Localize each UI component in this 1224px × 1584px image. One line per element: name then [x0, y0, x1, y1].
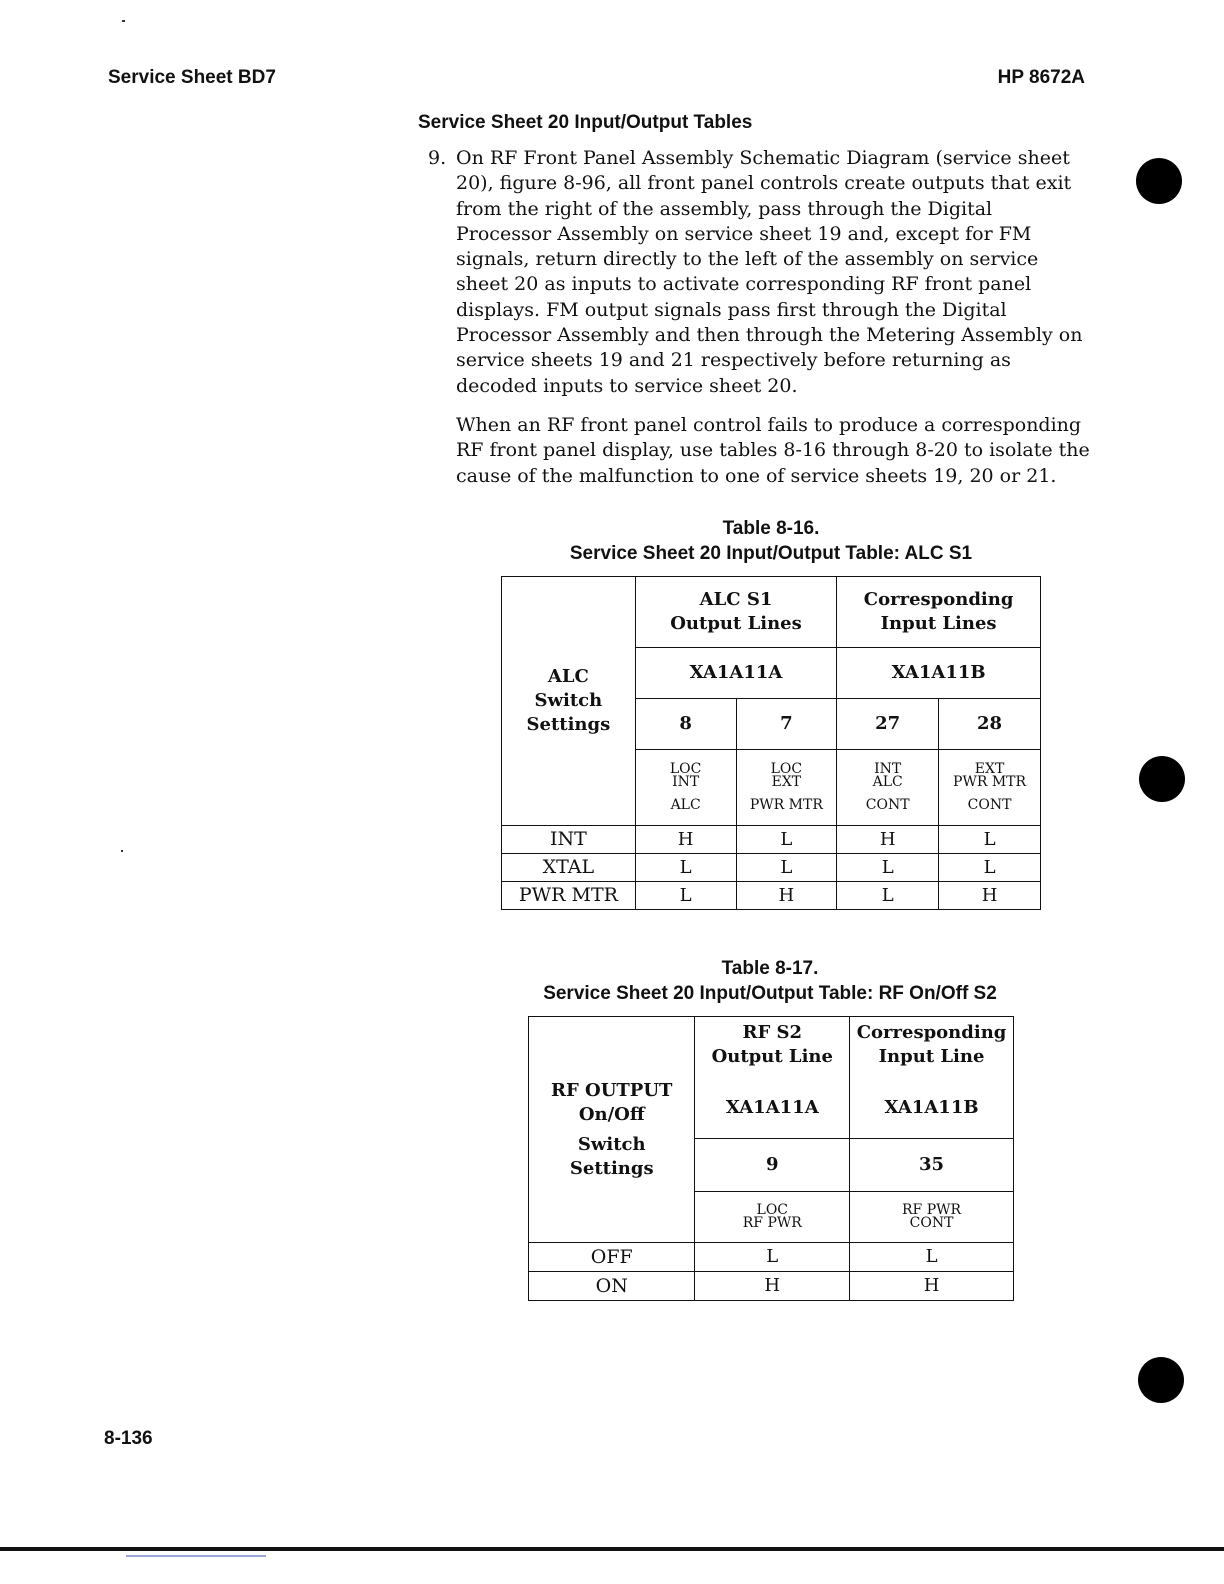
- table-row: [529, 1272, 1014, 1301]
- signal-line: EXT: [974, 761, 1005, 777]
- cell-value: L: [837, 854, 939, 882]
- step-text: On RF Front Panel Assembly Schematic Diagram (service sheet 20), figure 8-96, all front panel controls create outputs that exit from the right of the assembly, pass through the Digital Processor Assembly on service sheet 19 and, except for FM signals, return directly to the left of the assembly on service sheet 20 as inputs to activate corresponding RF front panel displays. FM output signals pass first through the Digital Processor Assembly and then through the Metering Assembly on service sheets 19 and 21 respectively before returning as decoded inputs to service sheet 20.: [456, 147, 1083, 397]
- pin-number: 28: [939, 699, 1041, 750]
- cell-value: H: [939, 882, 1041, 910]
- table-8-16-number: Table 8-16.: [722, 518, 820, 539]
- signal-line: ALC: [872, 774, 903, 790]
- signal-line: LOC: [756, 1202, 789, 1218]
- header-line: Switch: [534, 690, 603, 711]
- cell-value: H: [850, 1272, 1014, 1301]
- signal-line: RF PWR: [742, 1215, 802, 1231]
- output-lines-header: [635, 577, 836, 648]
- cell-value: L: [837, 882, 939, 910]
- cell-value: L: [939, 826, 1041, 854]
- signal-name: [635, 750, 736, 826]
- output-connector: XA1A11A: [635, 648, 836, 699]
- cell-value: H: [695, 1272, 850, 1301]
- table-8-16: [501, 576, 1041, 910]
- input-line-header: [850, 1017, 1014, 1139]
- running-header-left: Service Sheet BD7: [108, 67, 276, 88]
- row-label: XTAL: [502, 854, 636, 882]
- signal-line: LOC: [669, 761, 702, 777]
- table-8-16-caption: [501, 516, 1041, 566]
- header-line: Settings: [569, 1157, 654, 1179]
- step-9: [428, 146, 1093, 399]
- signal-line: PWR MTR: [953, 774, 1027, 790]
- page-number: 8-136: [104, 1428, 153, 1449]
- cell-value: H: [635, 826, 736, 854]
- input-lines-header: [837, 577, 1041, 648]
- input-connector: XA1A11B: [884, 1097, 979, 1118]
- bottom-rule: [0, 1547, 1224, 1551]
- signal-line: RF PWR: [902, 1202, 962, 1218]
- rf-output-switch-settings-header: [529, 1017, 695, 1243]
- alc-switch-settings-header: [502, 577, 636, 826]
- header-line: ALC S1: [699, 589, 773, 610]
- signal-name: [850, 1192, 1014, 1243]
- row-label: OFF: [529, 1243, 695, 1272]
- cell-value: H: [736, 882, 837, 910]
- running-header-right: HP 8672A: [997, 67, 1085, 88]
- scan-speck: [122, 20, 125, 22]
- punch-hole-icon: [1138, 1357, 1184, 1403]
- cell-value: L: [850, 1243, 1014, 1272]
- header-line: Switch: [577, 1133, 646, 1155]
- instruction-paragraph: When an RF front panel control fails to produce a corresponding RF front panel display, use tables 8-16 through 8-20 to isolate the cause of the malfunction to one of service sheets 19, 20 or 21.: [456, 414, 1090, 487]
- signal-name: [695, 1192, 850, 1243]
- row-label: ON: [529, 1272, 695, 1301]
- signal-name: [736, 750, 837, 826]
- cell-value: L: [939, 854, 1041, 882]
- header-line: Corresponding: [863, 589, 1014, 610]
- table-8-17: [528, 1016, 1014, 1301]
- pin-number: 27: [837, 699, 939, 750]
- input-connector: XA1A11B: [837, 648, 1041, 699]
- signal-line: PWR MTR: [749, 797, 823, 813]
- signal-line: EXT: [771, 774, 802, 790]
- signal-line: INT: [672, 774, 700, 790]
- scan-artifact-line: [126, 1555, 266, 1557]
- signal-line: CONT: [865, 797, 910, 813]
- cell-value: H: [837, 826, 939, 854]
- signal-line: CONT: [909, 1215, 954, 1231]
- table-8-16-title: Service Sheet 20 Input/Output Table: ALC S1: [569, 543, 973, 564]
- table-row: [502, 882, 1041, 910]
- table-8-17-title: Service Sheet 20 Input/Output Table: RF On/Off S2: [543, 983, 997, 1004]
- table-8-17-number: Table 8-17.: [721, 958, 819, 979]
- table-row: [502, 826, 1041, 854]
- signal-name: [837, 750, 939, 826]
- table-row: [502, 854, 1041, 882]
- cell-value: L: [736, 854, 837, 882]
- pin-number: 9: [695, 1139, 850, 1192]
- step-number: 9.: [428, 147, 447, 169]
- punch-hole-icon: [1136, 158, 1182, 204]
- header-line: Input Lines: [880, 613, 997, 634]
- header-line: Output Line: [711, 1046, 833, 1067]
- pin-number: 8: [635, 699, 736, 750]
- header-line: Settings: [526, 714, 611, 735]
- signal-name: [939, 750, 1041, 826]
- header-line: Output Lines: [670, 613, 802, 634]
- table-row: [529, 1243, 1014, 1272]
- output-connector: XA1A11A: [725, 1097, 819, 1118]
- signal-line: ALC: [670, 797, 701, 813]
- output-line-header: [695, 1017, 850, 1139]
- cell-value: L: [635, 854, 736, 882]
- header-line: Corresponding: [856, 1022, 1007, 1043]
- signal-line: LOC: [770, 761, 803, 777]
- header-line: On/Off: [578, 1103, 645, 1125]
- header-line: RF OUTPUT: [551, 1079, 673, 1101]
- punch-hole-icon: [1139, 756, 1185, 802]
- cell-value: L: [736, 826, 837, 854]
- cell-value: L: [695, 1243, 850, 1272]
- pin-number: 35: [850, 1139, 1014, 1192]
- pin-number: 7: [736, 699, 837, 750]
- header-line: Input Line: [878, 1046, 985, 1067]
- signal-line: INT: [874, 761, 902, 777]
- row-label: INT: [502, 826, 636, 854]
- section-title: Service Sheet 20 Input/Output Tables: [418, 112, 753, 133]
- header-line: RF S2: [742, 1022, 803, 1043]
- scan-speck: [121, 850, 123, 852]
- row-label: PWR MTR: [502, 882, 636, 910]
- table-8-17-caption: [520, 956, 1020, 1006]
- cell-value: L: [635, 882, 736, 910]
- signal-line: CONT: [967, 797, 1012, 813]
- header-line: ALC: [547, 666, 589, 687]
